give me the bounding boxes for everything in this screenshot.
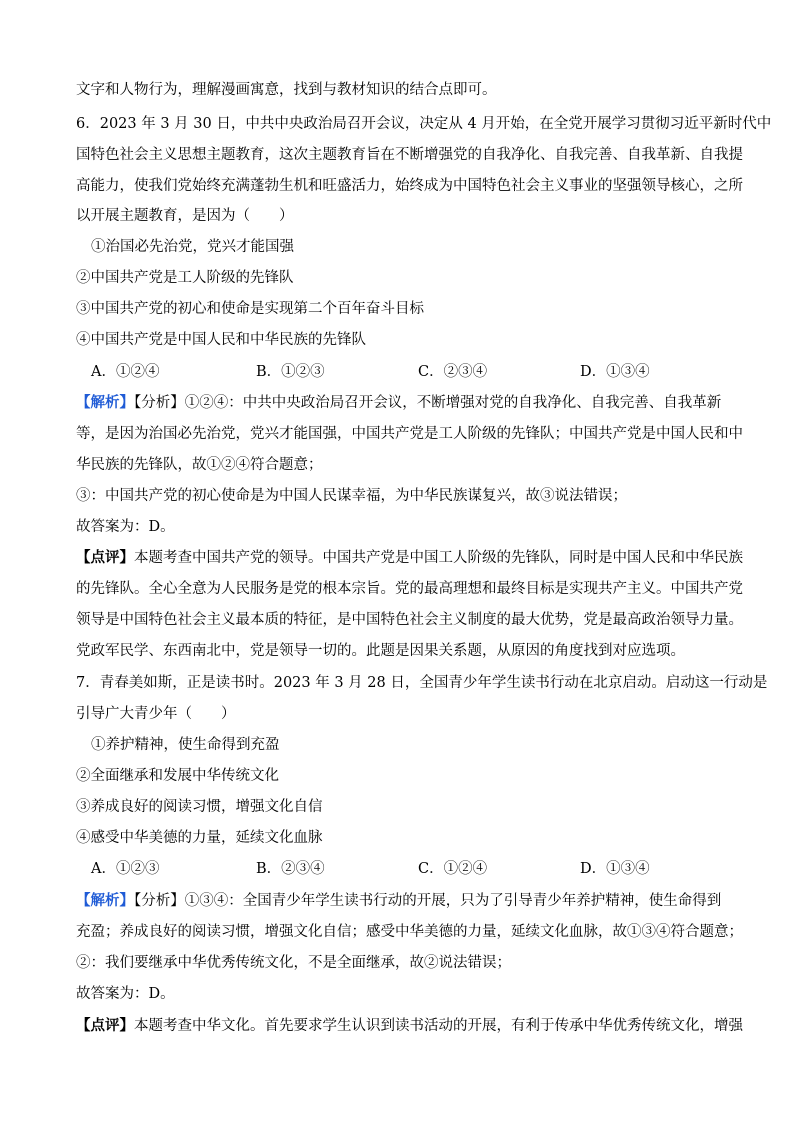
text-line: 等，是因为治国必先治党，党兴才能国强，中国共产党是工人阶级的先锋队；中国共产党是中国人民和中	[76, 426, 743, 442]
question-6-stem: 6．2023 年 3 月 30 日，中共中央政治局召开会议，决定从 4 月开始，在全党开展学习贯彻习近平新时代中	[76, 116, 772, 132]
analysis-tag: 【解析】	[76, 394, 134, 411]
choice-d: D．①③④	[580, 364, 650, 380]
text-line: 文字和人物行为，理解漫画寓意，找到与教材知识的结合点即可。	[76, 82, 497, 98]
choice-d: D．①③④	[580, 861, 650, 877]
answer-line: 故答案为：D。	[76, 519, 175, 535]
question-6-analysis	[76, 393, 721, 413]
question-6-comment	[76, 548, 743, 568]
option-4: ④感受中华美德的力量，延续文化血脉	[76, 830, 323, 846]
text-line: ③：中国共产党的初心使命是为中国人民谋幸福，为中华民族谋复兴，故③说法错误；	[76, 488, 627, 504]
choice-b: B．②③④	[256, 861, 325, 877]
choice-b: B．①②③	[256, 364, 325, 380]
option-1: ①养护精神，使生命得到充盈	[91, 737, 280, 753]
option-3: ③养成良好的阅读习惯，增强文化自信	[76, 799, 323, 815]
question-7-comment	[76, 1016, 743, 1036]
question-6-choices	[91, 362, 731, 382]
comment-text: 本题考查中国共产党的领导。中国共产党是中国工人阶级的先锋队，同时是中国人民和中华民族	[134, 550, 743, 566]
text-line: 充盈；养成良好的阅读习惯，增强文化自信；感受中华美德的力量，延续文化血脉，故①③④符合题意；	[76, 924, 743, 940]
analysis-text: 【分析】①③④：全国青少年学生读书行动的开展，只为了引导青少年养护精神，使生命得到	[134, 893, 722, 909]
choice-a: A．①②③	[91, 861, 160, 877]
text-line: ②：我们要继承中华优秀传统文化，不是全面继承，故②说法错误；	[76, 955, 511, 971]
text-line: 党政军民学、东西南北中，党是领导一切的。此题是因果关系题，从原因的角度找到对应选项。	[76, 643, 685, 659]
question-7-analysis	[76, 891, 721, 911]
option-1: ①治国必先治党，党兴才能国强	[91, 239, 294, 255]
comment-tag: 【点评】	[76, 549, 134, 566]
text-line: 华民族的先锋队，故①②④符合题意；	[76, 457, 323, 473]
choice-c: C．①②④	[418, 861, 488, 877]
option-3: ③中国共产党的初心和使命是实现第二个百年奋斗目标	[76, 301, 424, 317]
text-line: 引导广大青少年（ ）	[76, 706, 236, 722]
text-line: 以开展主题教育，是因为（ ）	[76, 208, 294, 224]
comment-text: 本题考查中华文化。首先要求学生认识到读书活动的开展，有利于传承中华优秀传统文化，增强	[134, 1018, 743, 1034]
choice-c: C．②③④	[418, 364, 488, 380]
option-2: ②全面继承和发展中华传统文化	[76, 768, 279, 784]
comment-tag: 【点评】	[76, 1017, 134, 1034]
text-line: 的先锋队。全心全意为人民服务是党的根本宗旨。党的最高理想和最终目标是实现共产主义。中国共产党	[76, 581, 743, 597]
choice-a: A．①②④	[91, 364, 160, 380]
answer-line: 故答案为：D。	[76, 986, 175, 1002]
question-7-choices	[91, 859, 731, 879]
text-line: 高能力，使我们党始终充满蓬勃生机和旺盛活力，始终成为中国特色社会主义事业的坚强领导核心，之所	[76, 178, 743, 194]
option-4: ④中国共产党是中国人民和中华民族的先锋队	[76, 332, 366, 348]
text-line: 国特色社会主义思想主题教育，这次主题教育旨在不断增强党的自我净化、自我完善、自我革新、自我提	[76, 147, 743, 163]
text-line: 领导是中国特色社会主义最本质的特征，是中国特色社会主义制度的最大优势，党是最高政治领导力量。	[76, 612, 743, 628]
analysis-tag: 【解析】	[76, 892, 134, 909]
question-7-stem: 7．青春美如斯，正是读书时。2023 年 3 月 28 日，全国青少年学生读书行动在北京启动。启动这一行动是	[76, 675, 768, 691]
option-2: ②中国共产党是工人阶级的先锋队	[76, 270, 294, 286]
analysis-text: 【分析】①②④：中共中央政治局召开会议，不断增强对党的自我净化、自我完善、自我革新	[134, 395, 722, 411]
